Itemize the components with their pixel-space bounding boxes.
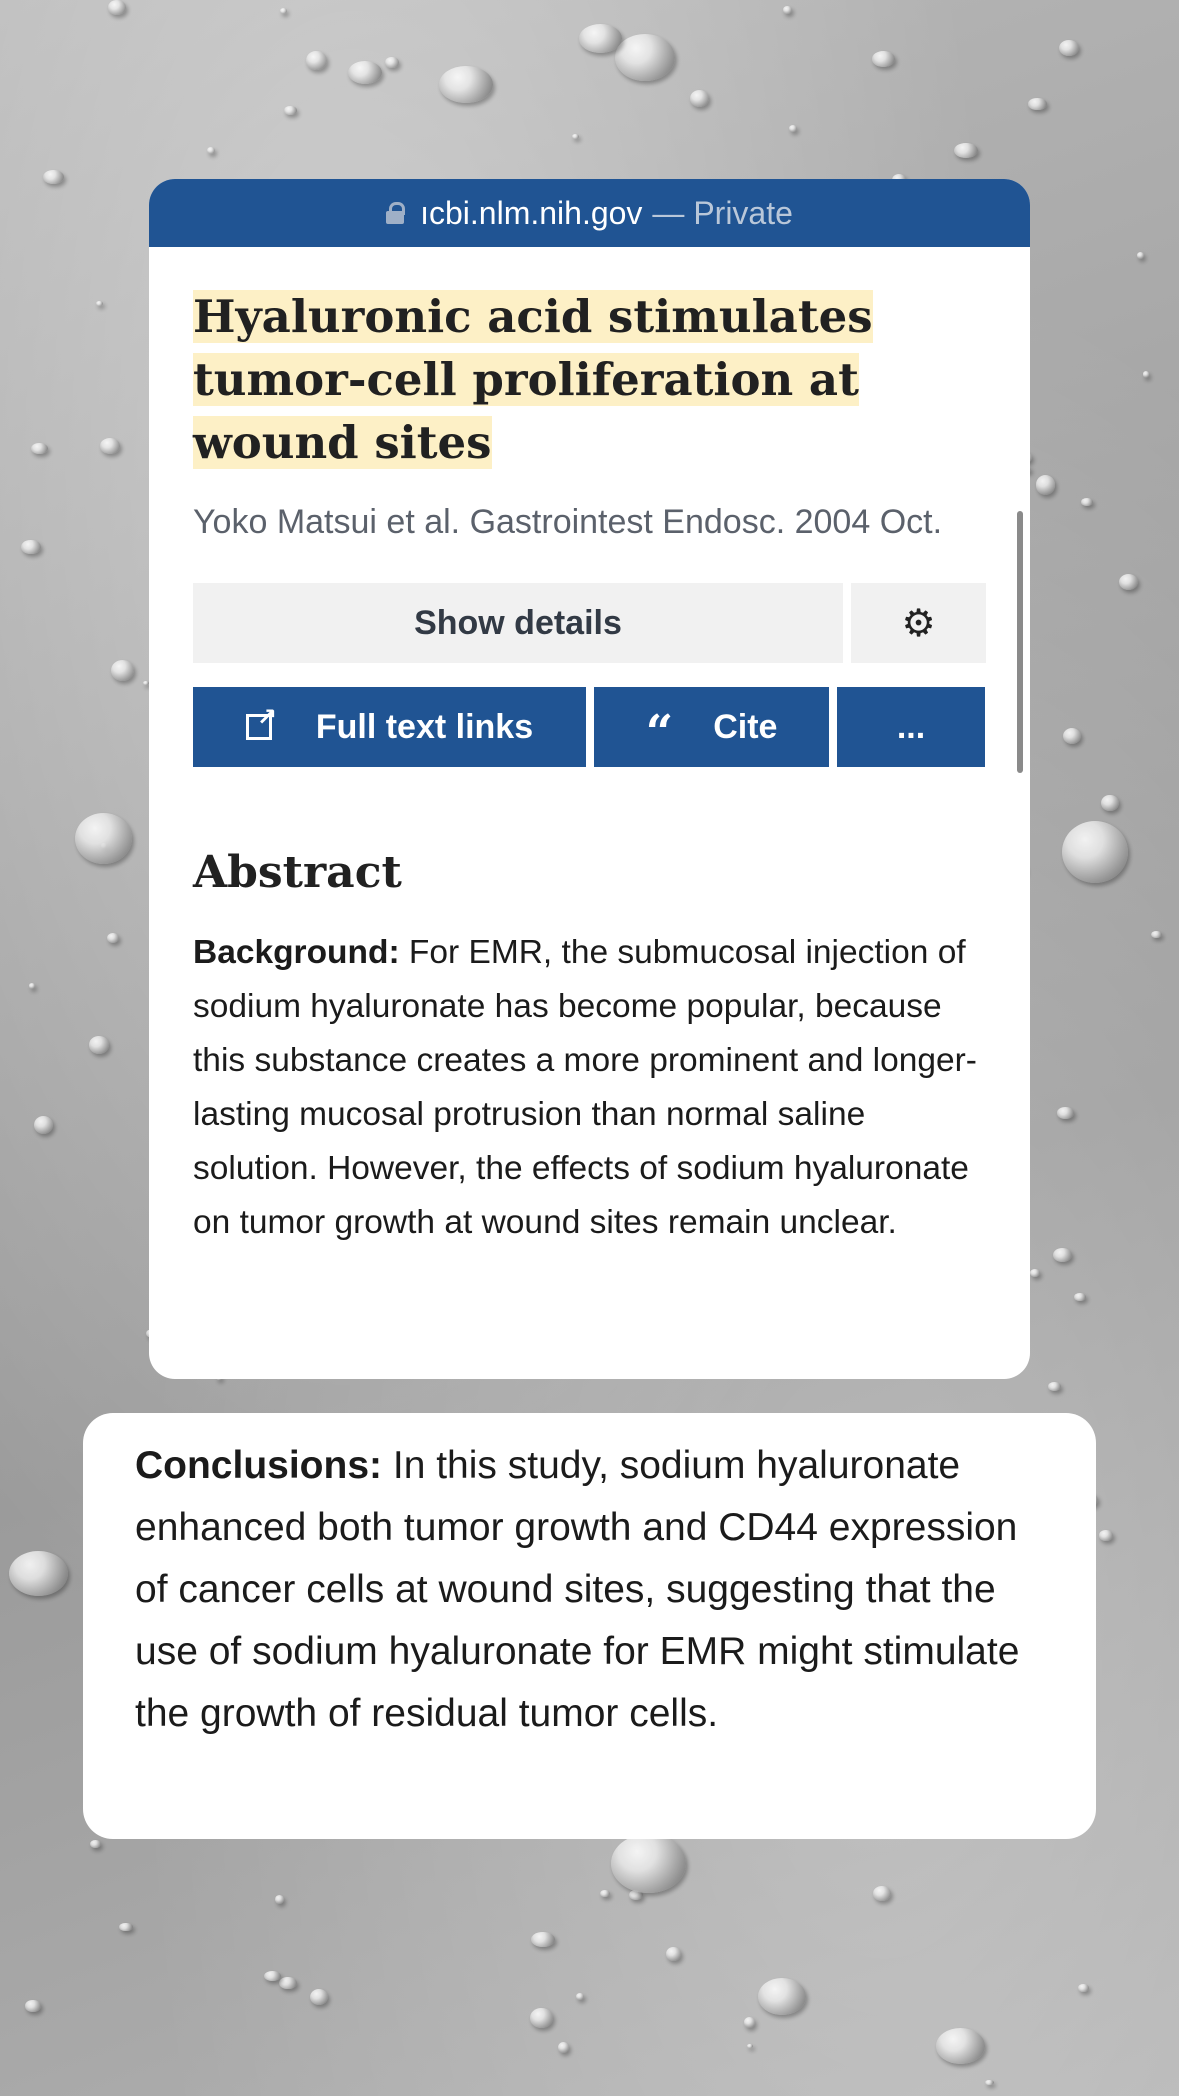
full-text-links-button[interactable]: [193, 687, 586, 767]
water-drop: [284, 106, 296, 115]
abstract-heading: Abstract: [193, 847, 402, 898]
water-drop: [1099, 1530, 1112, 1541]
address-bar[interactable]: [149, 179, 1030, 247]
water-drop: [611, 1834, 685, 1892]
water-drop: [31, 443, 48, 454]
background-text: For EMR, the submucosal injection of sodium hyaluronate has become popular, because this substance creates a more prominent and longer-lasting mucosal protrusion than normal saline solution. However, the effects of sodium hyaluronate on tumor growth at wound sites remain unclear.: [193, 934, 977, 1241]
details-row: [193, 583, 986, 663]
screenshot-card: [149, 179, 1030, 1379]
show-details-button[interactable]: Show details: [193, 583, 843, 663]
water-drop: [89, 1036, 109, 1053]
water-drop: [1101, 795, 1118, 812]
water-drop: [43, 170, 64, 184]
water-drop: [348, 61, 382, 84]
water-drop: [873, 1886, 891, 1901]
water-drop: [280, 8, 288, 14]
water-drop: [279, 1977, 296, 1989]
water-drop: [21, 540, 41, 554]
water-drop: [576, 1993, 584, 2000]
water-drop: [96, 301, 104, 307]
conclusions-card: [83, 1413, 1096, 1839]
water-drop: [1030, 1269, 1040, 1277]
water-drop: [264, 1971, 281, 1981]
water-drop: [1048, 1382, 1062, 1391]
conclusions-label: Conclusions:: [135, 1444, 383, 1487]
conclusions-text: In this study, sodium hyaluronate enhanced both tumor growth and CD44 expression of cancer cells at wound sites, suggesting that the use of sodium hyaluronate for EMR might stimulate the growth of residual tumor cells.: [135, 1444, 1020, 1735]
water-drop: [111, 660, 134, 681]
water-drop: [385, 57, 398, 68]
conclusions-paragraph: [135, 1435, 1044, 1745]
water-drop: [615, 34, 675, 80]
water-drop: [25, 2000, 40, 2011]
article-title: [193, 285, 986, 474]
water-drop: [747, 2044, 753, 2048]
abstract-background: [193, 926, 986, 1250]
water-drop: [530, 2008, 552, 2027]
water-drop: [90, 1840, 101, 1848]
water-drop: [789, 125, 797, 132]
water-drop: [531, 1932, 555, 1946]
url-host: ıcbi.nlm.nih.gov: [420, 194, 643, 231]
water-drop: [108, 0, 126, 14]
cite-button[interactable]: [594, 687, 829, 767]
water-drop: [310, 1989, 328, 2005]
water-drop: [579, 24, 622, 53]
gear-icon: ⚙: [901, 602, 936, 645]
water-drop: [1143, 371, 1150, 377]
action-row: [193, 687, 986, 767]
water-drop: [936, 2028, 985, 2064]
water-drop: [985, 2080, 994, 2085]
water-drop: [954, 143, 978, 158]
water-drop: [1151, 931, 1162, 938]
water-drop: [1062, 821, 1128, 883]
lock-icon: [386, 202, 404, 224]
water-drop: [690, 90, 709, 107]
water-drop: [1028, 98, 1047, 109]
water-drop: [9, 1551, 68, 1596]
water-drop: [1053, 1248, 1072, 1262]
water-drop: [306, 51, 326, 70]
water-drop: [275, 1895, 284, 1904]
water-drop: [1119, 574, 1138, 590]
water-drop: [744, 2017, 755, 2028]
cite-label: Cite: [713, 707, 778, 746]
water-drop: [29, 983, 35, 989]
water-drop: [207, 147, 215, 154]
water-drop: [107, 933, 119, 943]
full-text-links-label: Full text links: [315, 707, 534, 746]
water-drop: [439, 66, 493, 103]
water-drop: [1063, 728, 1081, 744]
water-drop: [666, 1947, 681, 1961]
water-drop: [1074, 1293, 1086, 1301]
external-link-icon: [246, 714, 272, 740]
water-drop: [572, 134, 579, 139]
article-content: [149, 285, 1030, 1250]
water-drop: [783, 6, 791, 14]
water-drop: [1078, 1984, 1088, 1992]
private-label: — Private: [652, 194, 793, 231]
more-actions-button[interactable]: ...: [837, 687, 985, 767]
water-drop: [34, 1116, 53, 1134]
water-drop: [119, 1923, 133, 1932]
water-drop: [100, 438, 120, 454]
quote-icon: “: [645, 705, 674, 761]
water-drop: [872, 51, 895, 66]
water-drop: [558, 2042, 569, 2053]
water-drop: [1081, 498, 1093, 506]
water-drop: [1059, 40, 1079, 56]
background-label: Background:: [193, 934, 400, 971]
water-drop: [1036, 475, 1056, 495]
water-drop: [600, 1890, 610, 1897]
title-highlight: Hyaluronic acid stimulates tumor-cell proliferation at wound sites: [193, 290, 873, 469]
water-drop: [1057, 1107, 1074, 1118]
water-drop: [758, 1978, 806, 2015]
article-citation: Yoko Matsui et al. Gastrointest Endosc. 2004 Oct.: [193, 503, 943, 541]
settings-button[interactable]: [851, 583, 986, 663]
water-drop: [75, 813, 132, 865]
water-drop: [1137, 252, 1144, 259]
